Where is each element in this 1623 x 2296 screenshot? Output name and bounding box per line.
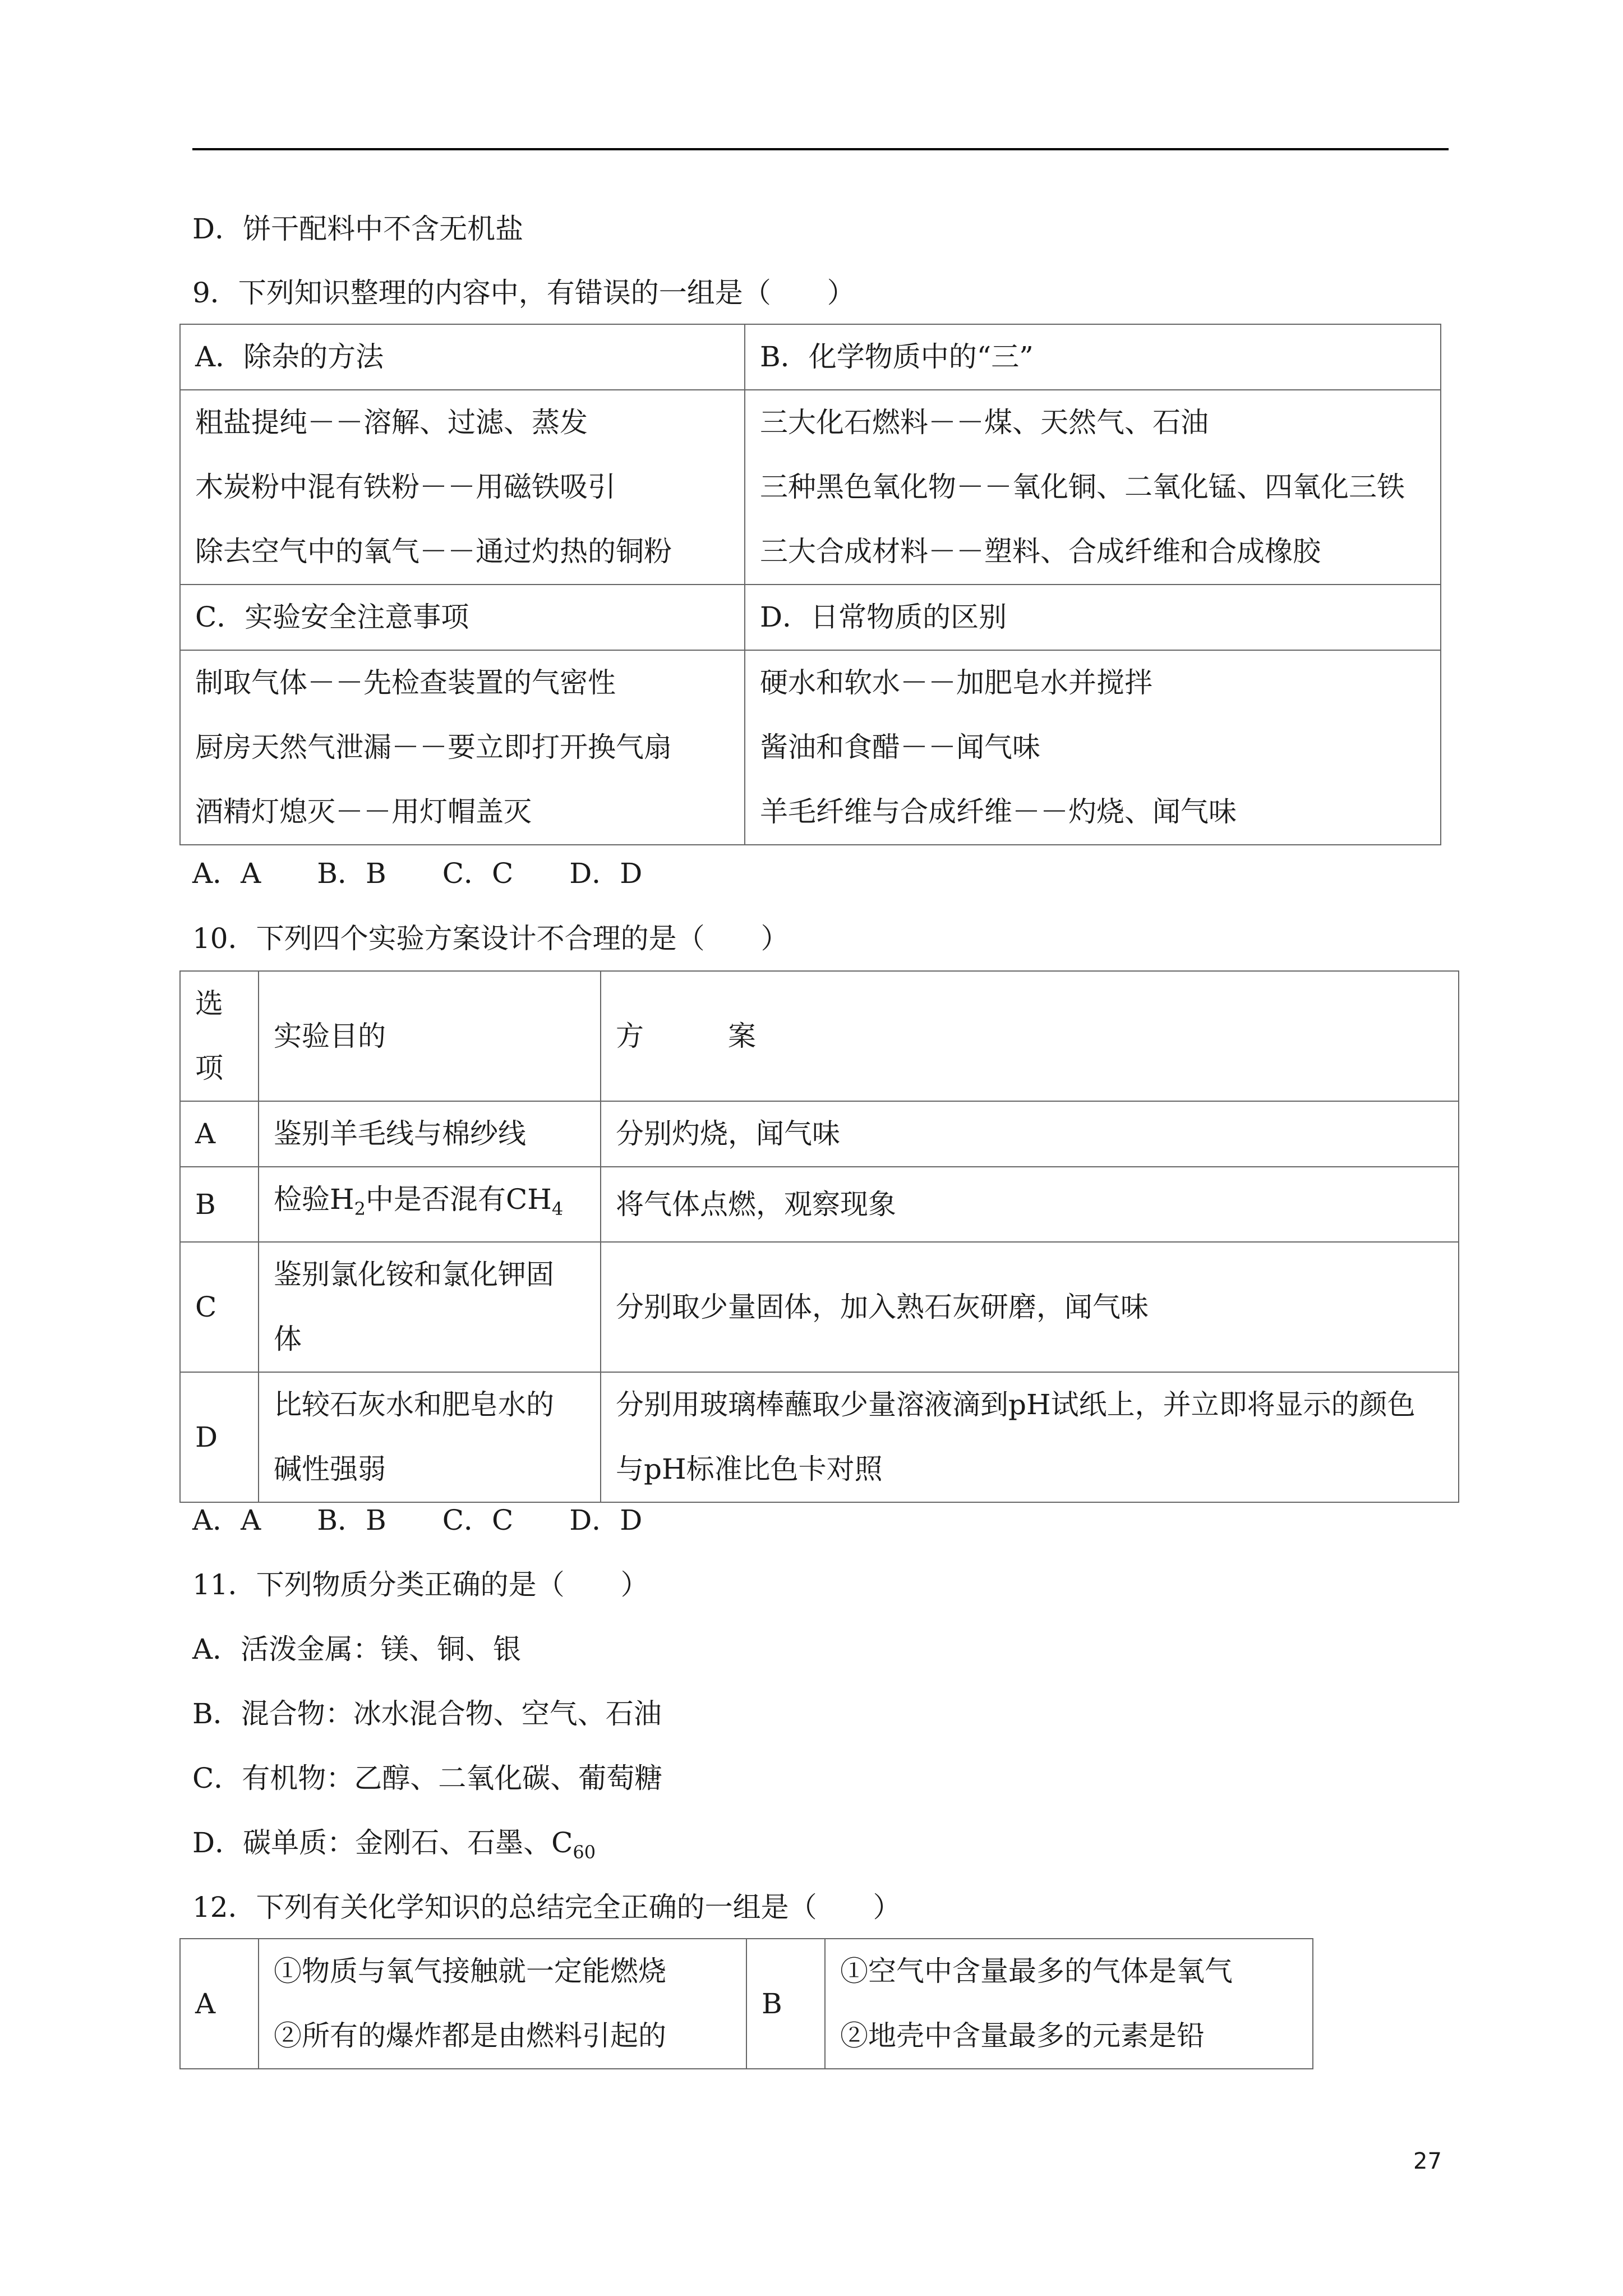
q12-a-line: ①物质与氧气接触就一定能燃烧 bbox=[274, 1955, 666, 1987]
q11-option-d bbox=[192, 1826, 596, 1869]
q10-row-a-plan: 分别灼烧，闻气味 bbox=[601, 1101, 1459, 1167]
q9-c-head: C．实验安全注意事项 bbox=[180, 585, 745, 650]
q12-b-line: ②地壳中含量最多的元素是铅 bbox=[840, 2019, 1205, 2052]
q10-row-b-purpose-sub2: 4 bbox=[551, 1198, 564, 1220]
q10-row-b-option: B bbox=[180, 1167, 259, 1242]
q12-a-line: ②所有的爆炸都是由燃料引起的 bbox=[274, 2019, 666, 2052]
q9-c-line: 制取气体－－先检查装置的气密性 bbox=[195, 666, 616, 699]
q9-d-line: 硬水和软水－－加肥皂水并搅拌 bbox=[760, 666, 1152, 699]
q10-row-b-purpose bbox=[259, 1167, 601, 1242]
q9-b-body bbox=[745, 390, 1441, 585]
q10-row-a-option: A bbox=[180, 1101, 259, 1167]
q10-header-plan: 方 案 bbox=[601, 971, 1459, 1101]
q10-row-c-purpose bbox=[259, 1242, 601, 1372]
q9-c-line: 酒精灯熄灭－－用灯帽盖灭 bbox=[195, 795, 532, 828]
q10-row-d-option: D bbox=[180, 1372, 259, 1502]
q9-b-line: 三大化石燃料－－煤、天然气、石油 bbox=[760, 406, 1209, 439]
q9-a-line: 粗盐提纯－－溶解、过滤、蒸发 bbox=[195, 406, 588, 439]
q9-c-line: 厨房天然气泄漏－－要立即打开换气扇 bbox=[195, 731, 672, 763]
q9-b-line: 三种黑色氧化物－－氧化铜、二氧化锰、四氧化三铁 bbox=[760, 471, 1405, 503]
q9-d-head: D．日常物质的区别 bbox=[745, 585, 1441, 650]
q10-row-d-plan-line: 分别用玻璃棒蘸取少量溶液滴到pH试纸上，并立即将显示的颜色 bbox=[616, 1388, 1415, 1421]
page-number: 27 bbox=[1413, 2148, 1442, 2174]
q10-row-c-plan: 分别取少量固体，加入熟石灰研磨，闻气味 bbox=[601, 1242, 1459, 1372]
q9-d-body bbox=[745, 650, 1441, 845]
q9-d-line: 酱油和食醋－－闻气味 bbox=[760, 731, 1040, 763]
q9-c-body bbox=[180, 650, 745, 845]
q10-header-option-char: 选 bbox=[195, 987, 223, 1020]
q10-row-d-plan bbox=[601, 1372, 1459, 1502]
q9-a-head: A．除杂的方法 bbox=[180, 324, 745, 390]
q11-option-c: C．有机物：乙醇、二氧化碳、葡萄糖 bbox=[192, 1762, 663, 1795]
q10-stem: 10．下列四个实验方案设计不合理的是（ ） bbox=[192, 922, 789, 955]
q11-option-d-text: D．碳单质：金刚石、石墨、C bbox=[192, 1826, 573, 1859]
q11-option-d-sub: 60 bbox=[573, 1842, 596, 1863]
q10-row-b-plan: 将气体点燃，观察现象 bbox=[601, 1167, 1459, 1242]
header-rule bbox=[192, 148, 1449, 150]
q10-header-option bbox=[180, 971, 259, 1101]
q10-row-b-purpose-pre: 检验H bbox=[274, 1183, 354, 1216]
q12-b-body bbox=[825, 1939, 1313, 2069]
q10-row-c-purpose-line: 鉴别氯化铵和氯化钾固 bbox=[274, 1258, 554, 1291]
q10-header-option-char: 项 bbox=[195, 1052, 223, 1084]
q9-d-line: 羊毛纤维与合成纤维－－灼烧、闻气味 bbox=[760, 795, 1237, 828]
q10-row-a-purpose: 鉴别羊毛线与棉纱线 bbox=[259, 1101, 601, 1167]
q9-a-line: 除去空气中的氧气－－通过灼热的铜粉 bbox=[195, 535, 672, 568]
q12-b-label: B bbox=[746, 1939, 825, 2069]
q11-option-b: B．混合物：冰水混合物、空气、石油 bbox=[192, 1697, 662, 1730]
q12-table bbox=[179, 1938, 1313, 2069]
q9-a-body bbox=[180, 390, 745, 585]
q9-choices: A．A B．B C．C D．D bbox=[192, 857, 643, 890]
q12-a-body bbox=[259, 1939, 746, 2069]
q12-b-line: ①空气中含量最多的气体是氧气 bbox=[840, 1955, 1233, 1987]
q10-row-d-purpose-line: 碱性强弱 bbox=[274, 1453, 386, 1485]
q9-a-line: 木炭粉中混有铁粉－－用磁铁吸引 bbox=[195, 471, 616, 503]
q10-row-c-option: C bbox=[180, 1242, 259, 1372]
q10-choices: A．A B．B C．C D．D bbox=[192, 1504, 643, 1536]
q12-a-label: A bbox=[180, 1939, 259, 2069]
q10-row-c-purpose-line: 体 bbox=[274, 1323, 302, 1355]
q11-option-a: A．活泼金属：镁、铜、银 bbox=[192, 1633, 522, 1665]
q10-row-d-purpose-line: 比较石灰水和肥皂水的 bbox=[274, 1388, 554, 1421]
q12-stem: 12．下列有关化学知识的总结完全正确的一组是（ ） bbox=[192, 1891, 901, 1924]
q10-row-b-purpose-sub1: 2 bbox=[354, 1198, 366, 1220]
q9-table bbox=[179, 324, 1441, 845]
q8-option-d: D．饼干配料中不含无机盐 bbox=[192, 213, 524, 245]
q10-row-d-purpose bbox=[259, 1372, 601, 1502]
q9-b-head: B．化学物质中的“三” bbox=[745, 324, 1441, 390]
q10-row-d-plan-line: 与pH标准比色卡对照 bbox=[616, 1453, 883, 1485]
q9-b-line: 三大合成材料－－塑料、合成纤维和合成橡胶 bbox=[760, 535, 1321, 568]
q10-header-purpose: 实验目的 bbox=[259, 971, 601, 1101]
q9-stem: 9．下列知识整理的内容中，有错误的一组是（ ） bbox=[192, 277, 855, 309]
q11-stem: 11．下列物质分类正确的是（ ） bbox=[192, 1568, 649, 1601]
q10-table bbox=[179, 970, 1459, 1503]
q10-row-b-purpose-mid: 中是否混有CH bbox=[365, 1183, 552, 1216]
